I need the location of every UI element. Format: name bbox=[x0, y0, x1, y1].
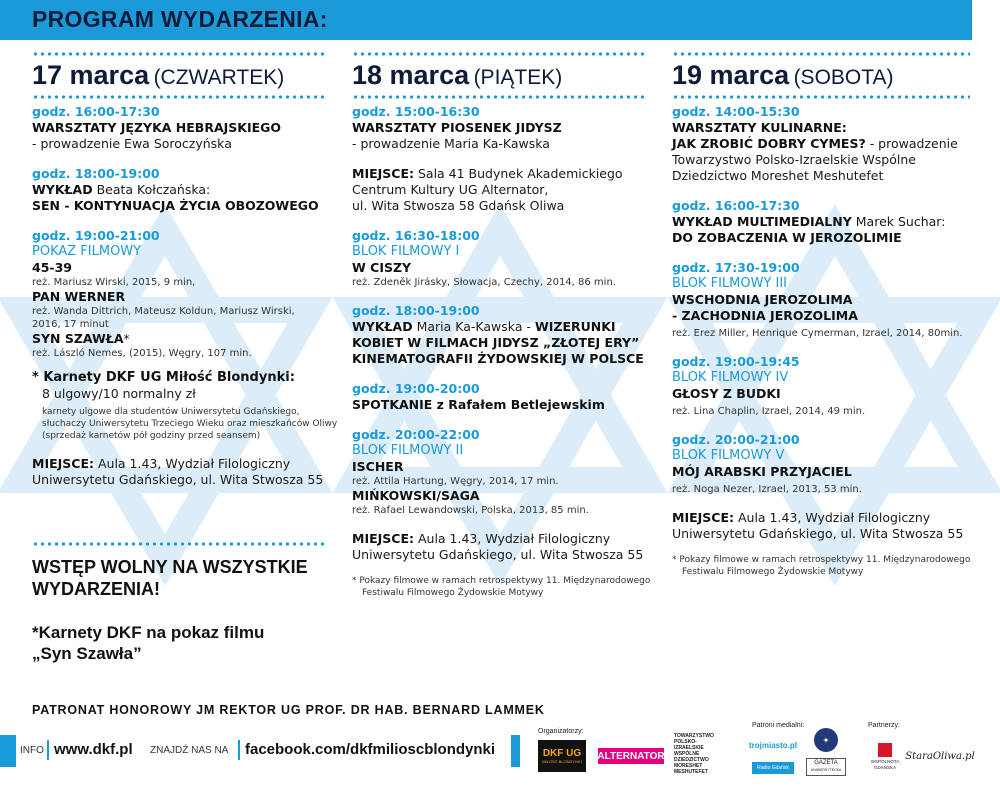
radio-gdansk-logo: Radio Gdańsk bbox=[752, 762, 794, 774]
event-item bbox=[352, 104, 662, 152]
event-time: godz. 20:00-21:00 bbox=[672, 432, 800, 447]
divider-dotted bbox=[352, 52, 648, 56]
day-date: 19 marca bbox=[672, 60, 790, 90]
event-title: JAK ZROBIĆ DOBRY CYMES? bbox=[672, 136, 866, 151]
film-title: MÓJ ARABSKI PRZYJACIEL bbox=[672, 464, 852, 479]
tow-logo-line: IZRAELSKIE bbox=[674, 745, 704, 751]
venue-info bbox=[352, 531, 662, 563]
event-item bbox=[352, 381, 662, 413]
event-host: - prowadzenie Ewa Soroczyńska bbox=[32, 136, 232, 151]
event-time: godz. 15:00-16:30 bbox=[352, 104, 480, 119]
gazeta-logo-text: GAZETA bbox=[814, 760, 838, 766]
tickets-price: 8 ulgowy/10 normalny zł bbox=[42, 386, 196, 401]
venue-label: MIEJSCE: bbox=[672, 510, 734, 525]
wspolnota-logo-text: WSPÓLNOTA bbox=[870, 759, 900, 764]
alternator-logo: ALTERNATOR bbox=[598, 748, 664, 764]
event-item bbox=[352, 228, 662, 289]
event-title: WARSZTATY JĘZYKA HEBRAJSKIEGO bbox=[32, 120, 282, 135]
event-host: - prowadzenie Maria Ka-Kawska bbox=[352, 136, 550, 151]
day-date: 18 marca bbox=[352, 60, 470, 90]
event-time: godz. 18:00-19:00 bbox=[32, 166, 160, 181]
event-item bbox=[32, 166, 342, 214]
wspolnota-mark-icon bbox=[878, 743, 892, 757]
film-meta: reż. Rafael Lewandowski, Polska, 2013, 85 min. bbox=[352, 505, 589, 516]
film-title: WSCHODNIA JEROZOLIMA bbox=[672, 292, 853, 307]
venue-address: Uniwersytetu Gdańskiego, ul. Wita Stwosza 55 bbox=[32, 472, 324, 487]
footnote bbox=[672, 554, 992, 578]
info-label: INFO bbox=[20, 745, 44, 756]
footnote-line: Festiwalu Filmowego Żydowskie Motywy bbox=[362, 588, 544, 598]
tickets-film-notice bbox=[32, 622, 332, 664]
day-date: 17 marca bbox=[32, 60, 150, 90]
schedule-column-2 bbox=[352, 104, 662, 613]
venue-info bbox=[352, 166, 662, 214]
event-kind: WYKŁAD MULTIMEDIALNY bbox=[672, 214, 852, 229]
tickets-info bbox=[32, 370, 342, 442]
film-meta: 2016, 17 minut bbox=[32, 319, 109, 330]
event-time: godz. 19:00-19:45 bbox=[672, 354, 800, 369]
event-title: WARSZTATY KULINARNE: bbox=[672, 120, 847, 135]
university-seal-icon: ✦ bbox=[814, 728, 838, 752]
event-title: DO ZOBACZENIA W JEROZOLIMIE bbox=[672, 230, 902, 245]
event-item bbox=[352, 303, 662, 367]
event-category: BLOK FILMOWY V bbox=[672, 448, 785, 463]
film-title: GŁOSY Z BUDKI bbox=[672, 386, 781, 401]
event-time: godz. 18:00-19:00 bbox=[352, 303, 480, 318]
tickets-heading: * Karnety DKF UG Miłość Blondynki: bbox=[32, 370, 295, 385]
free-entry-line: WSTĘP WOLNY NA WSZYSTKIE bbox=[32, 557, 308, 577]
film-title: ISCHER bbox=[352, 459, 404, 474]
film-star: * bbox=[123, 331, 130, 346]
event-item bbox=[672, 354, 992, 418]
day-weekday: (CZWARTEK) bbox=[153, 66, 285, 89]
film-title: PAN WERNER bbox=[32, 289, 126, 304]
divider-dotted bbox=[32, 95, 328, 99]
venue-info bbox=[672, 510, 992, 542]
day-weekday: (PIĄTEK) bbox=[473, 66, 563, 89]
tickets-film-line: *Karnety DKF na pokaz filmu bbox=[32, 623, 265, 642]
event-kind: WYKŁAD bbox=[32, 182, 93, 197]
event-time: godz. 19:00-20:00 bbox=[352, 381, 480, 396]
staraoliwa-logo: StaraOliwa.pl bbox=[905, 750, 975, 762]
footnote bbox=[352, 575, 662, 599]
tow-logo-line: TOWARZYSTWO bbox=[674, 733, 714, 739]
venue-label: MIEJSCE: bbox=[32, 456, 94, 471]
tow-logo-line: DZIEDZICTWO bbox=[674, 757, 709, 763]
film-meta: reż. Erez Miller, Henrique Cymerman, Izrael, 2014, 80min. bbox=[672, 328, 963, 339]
footnote-line: * Pokazy filmowe w ramach retrospektywy 11. Międzynarodowego bbox=[672, 555, 971, 565]
schedule-column-3 bbox=[672, 104, 992, 592]
footnote-line: * Pokazy filmowe w ramach retrospektywy 11. Międzynarodowego bbox=[352, 576, 651, 586]
event-title: KOBIET W FILMACH JIDYSZ „ZŁOTEJ ERY” bbox=[352, 335, 640, 350]
venue-address: Uniwersytetu Gdańskiego, ul. Wita Stwosza 55 bbox=[672, 526, 964, 541]
tow-logo-line: MESHUTEFET bbox=[674, 769, 708, 775]
event-title: WIZERUNKI bbox=[534, 319, 616, 334]
film-title: SYN SZAWŁA bbox=[32, 331, 124, 346]
film-meta: reż. Mariusz Wirski, 2015, 9 min, bbox=[32, 277, 196, 288]
film-meta: reż. Lina Chaplin, Izrael, 2014, 49 min. bbox=[672, 406, 866, 417]
event-time: godz. 17:30-19:00 bbox=[672, 260, 800, 275]
event-category: BLOK FILMOWY IV bbox=[672, 370, 789, 385]
find-us-label: ZNAJDŹ NAS NA bbox=[150, 745, 229, 756]
venue-info bbox=[32, 456, 342, 488]
divider-dotted bbox=[672, 95, 970, 99]
wspolnota-gdanska-logo bbox=[868, 738, 902, 776]
day-heading-3 bbox=[672, 60, 894, 91]
event-title: SPOTKANIE z Rafałem Betlejewskim bbox=[352, 397, 605, 412]
honorary-patronage: PATRONAT HONOROWY JM REKTOR UG PROF. DR HAB. BERNARD LAMMEK bbox=[32, 703, 545, 717]
film-meta: reż. Noga Nezer, Izrael, 2013, 53 min. bbox=[672, 484, 862, 495]
venue-address: Aula 1.43, Wydział Filologiczny bbox=[414, 531, 611, 546]
tow-logo-line: POLSKO- bbox=[674, 739, 697, 745]
venue-address: Aula 1.43, Wydział Filologiczny bbox=[734, 510, 931, 525]
media-patrons-label: Patroni medialni: bbox=[752, 722, 805, 729]
film-title: W CISZY bbox=[352, 260, 412, 275]
venue-address: Aula 1.43, Wydział Filologiczny bbox=[94, 456, 291, 471]
footer-separator bbox=[47, 740, 49, 760]
film-title: MIŃKOWSKI/SAGA bbox=[352, 488, 480, 503]
organizers-label: Organizatorzy: bbox=[538, 728, 584, 735]
event-time: godz. 19:00-21:00 bbox=[32, 228, 160, 243]
venue-address: ul. Wita Stwosza 58 Gdańsk Oliwa bbox=[352, 198, 565, 213]
tickets-note: słuchaczy Uniwersytetu Trzeciego Wieku oraz mieszkańców Oliwy bbox=[42, 419, 338, 429]
event-time: godz. 16:00-17:30 bbox=[32, 104, 160, 119]
dkf-ug-logo bbox=[538, 740, 586, 772]
film-meta: reż. Zdeněk Jirásky, Słowacja, Czechy, 2014, 86 min. bbox=[352, 277, 616, 288]
venue-address: Uniwersytetu Gdańskiego, ul. Wita Stwosza 55 bbox=[352, 547, 644, 562]
tickets-film-line: „Syn Szawła” bbox=[32, 644, 142, 663]
facebook-link[interactable]: facebook.com/dkfmilioscblondynki bbox=[245, 741, 496, 758]
venue-label: MIEJSCE: bbox=[352, 166, 414, 181]
free-entry-line: WYDARZENIA! bbox=[32, 579, 160, 599]
film-meta: reż. László Nemes, (2015), Węgry, 107 min. bbox=[32, 348, 252, 359]
trojmiasto-logo: trojmiasto.pl bbox=[749, 740, 798, 750]
footnote-line: Festiwalu Filmowego Żydowskie Motywy bbox=[682, 567, 864, 577]
divider-dotted bbox=[672, 52, 970, 56]
event-item bbox=[672, 432, 992, 496]
footer-separator bbox=[238, 740, 240, 760]
tickets-note: (sprzedaż karnetów pół godziny przed seansem) bbox=[42, 431, 261, 441]
event-host: Dziedzictwo Moreshet Meshutefet bbox=[672, 168, 884, 183]
event-category: POKAZ FILMOWY bbox=[32, 244, 142, 259]
page-title: PROGRAM WYDARZENIA: bbox=[32, 6, 328, 32]
event-host: Towarzystwo Polsko-Izraelskie Wspólne bbox=[672, 152, 916, 167]
wspolnota-logo-text: GDAŃSKA bbox=[873, 765, 896, 770]
event-title: KINEMATOGRAFII ŻYDOWSKIEJ W POLSCE bbox=[352, 351, 644, 366]
event-person: Marek Suchar: bbox=[851, 214, 946, 229]
event-item bbox=[672, 260, 992, 340]
event-category: BLOK FILMOWY II bbox=[352, 443, 464, 458]
day-heading-1 bbox=[32, 60, 284, 91]
event-item bbox=[352, 427, 662, 517]
event-time: godz. 20:00-22:00 bbox=[352, 427, 480, 442]
divider-dotted bbox=[32, 52, 328, 56]
tickets-note: karnety ulgowe dla studentów Uniwersytetu Gdańskiego, bbox=[42, 407, 300, 417]
divider-dotted bbox=[352, 95, 648, 99]
dkf-logo-subtext: MIŁOŚĆ BLONDYNKI bbox=[542, 759, 582, 764]
film-meta: reż. Wanda Dittrich, Mateusz Koldun, Mariusz Wirski, bbox=[32, 306, 295, 317]
event-category: BLOK FILMOWY III bbox=[672, 276, 788, 291]
event-title: SEN - KONTYNUACJA ŻYCIA OBOZOWEGO bbox=[32, 198, 319, 213]
event-time: godz. 14:00-15:30 bbox=[672, 104, 800, 119]
towarzystwo-logo bbox=[674, 730, 734, 778]
event-item bbox=[672, 198, 992, 246]
schedule-column-1 bbox=[32, 104, 342, 502]
website-link[interactable]: www.dkf.pl bbox=[54, 741, 133, 758]
day-weekday: (SOBOTA) bbox=[793, 66, 894, 89]
free-entry-notice bbox=[32, 556, 332, 600]
event-category: BLOK FILMOWY I bbox=[352, 244, 460, 259]
event-person: Maria Ka-Kawska - bbox=[412, 319, 535, 334]
tow-logo-line: MORESHET bbox=[674, 763, 703, 769]
day-heading-2 bbox=[352, 60, 562, 91]
gazeta-logo-subtext: UNIWERSYTECKA bbox=[810, 768, 842, 772]
venue-address: Sala 41 Budynek Akademickiego bbox=[414, 166, 623, 181]
film-title: - ZACHODNIA JEROZOLIMA bbox=[672, 308, 858, 323]
gazeta-logo bbox=[806, 758, 846, 776]
film-title: 45-39 bbox=[32, 260, 72, 275]
event-time: godz. 16:30-18:00 bbox=[352, 228, 480, 243]
event-title: WARSZTATY PIOSENEK JIDYSZ bbox=[352, 120, 562, 135]
event-item bbox=[32, 228, 342, 360]
event-item bbox=[32, 104, 342, 152]
venue-label: MIEJSCE: bbox=[352, 531, 414, 546]
event-kind: WYKŁAD bbox=[352, 319, 413, 334]
dkf-logo-text: DKF UG bbox=[542, 748, 582, 759]
event-host: - prowadzenie bbox=[865, 136, 958, 151]
partners-label: Partnerzy: bbox=[868, 722, 900, 729]
event-time: godz. 16:00-17:30 bbox=[672, 198, 800, 213]
tow-logo-line: WSPÓLNE bbox=[674, 751, 700, 757]
divider-dotted bbox=[32, 542, 328, 546]
event-person: Beata Kołczańska: bbox=[92, 182, 211, 197]
venue-address: Centrum Kultury UG Alternator, bbox=[352, 182, 549, 197]
film-meta: reż. Attila Hartung, Węgry, 2014, 17 min. bbox=[352, 476, 559, 487]
event-item bbox=[672, 104, 992, 184]
